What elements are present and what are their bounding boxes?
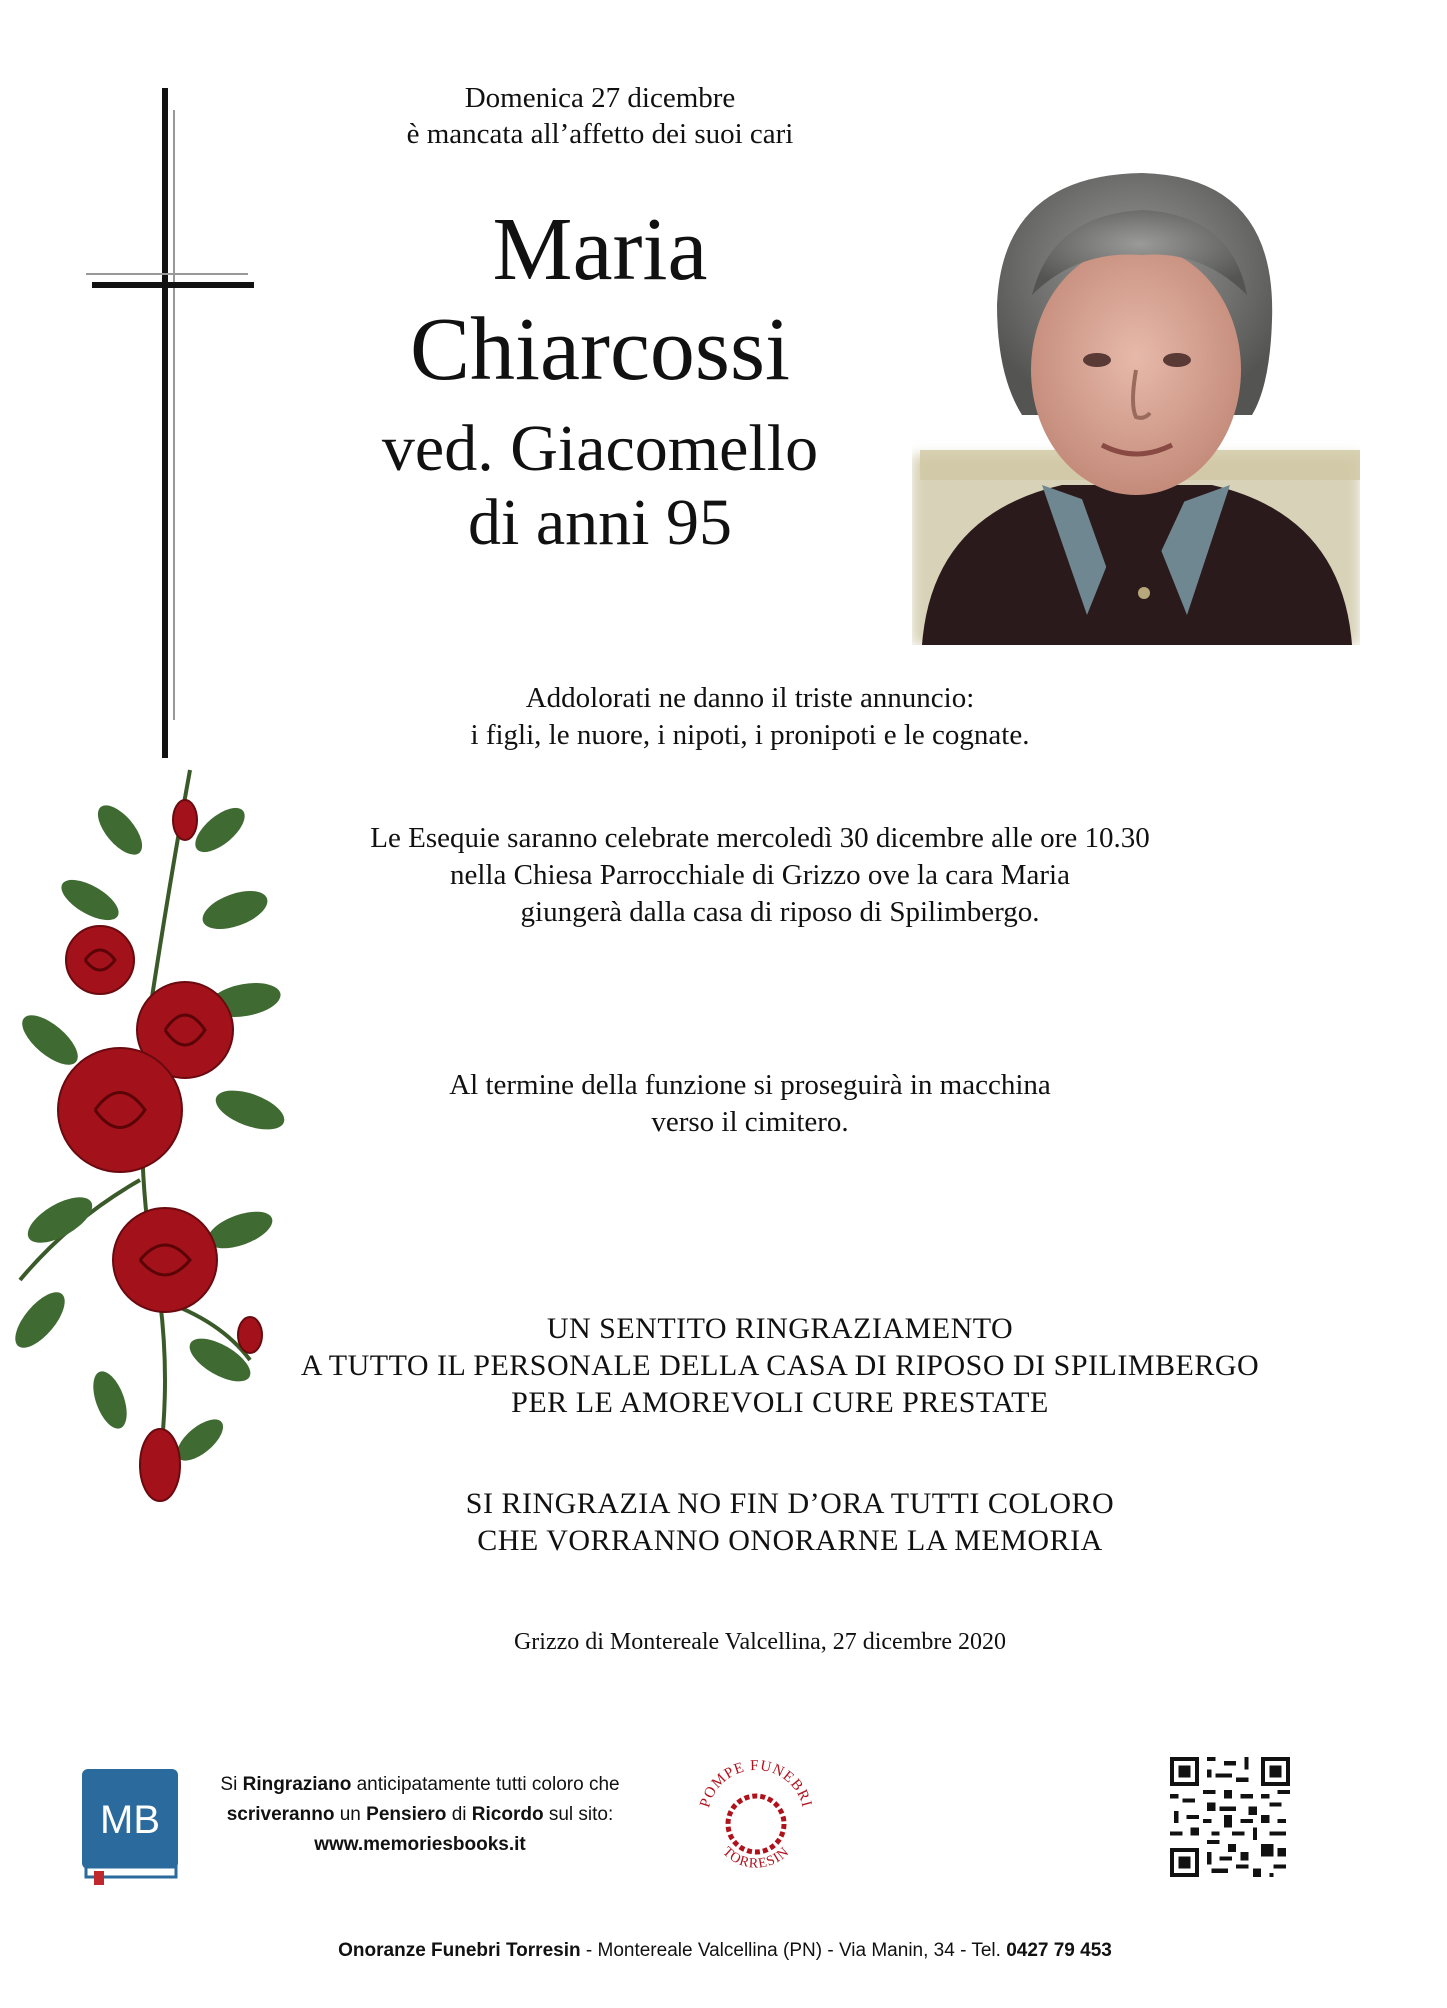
deceased-name [260, 200, 940, 400]
mb-text-bold: Ringraziano [242, 1774, 352, 1795]
mb-line-1 [200, 1770, 640, 1800]
cross-shadow-vertical [173, 110, 175, 720]
memoriesbooks-logo [80, 1767, 180, 1885]
footer-contact [150, 1938, 1300, 1964]
announcement-line-2: i figli, le nuore, i nipoti, i pronipoti e le cognate. [470, 719, 1030, 751]
mb-text-part: un [334, 1804, 367, 1825]
portrait-photo [912, 155, 1360, 645]
cross-shadow-horizontal [86, 273, 248, 275]
funeral-line-1: Le Esequie saranno celebrate mercoledì 30 dicembre alle ore 10.30 [370, 822, 1150, 854]
mb-text-bold: scriveranno [226, 1804, 335, 1825]
pompe-funebri-logo [690, 1748, 820, 1888]
thanks-all-line-1: SI RINGRAZIA NO FIN D’ORA TUTTI COLORO [465, 1487, 1115, 1520]
logo-top-text: POMPE FUNEBRI [697, 1757, 815, 1810]
thanks-staff-line-3: PER LE AMOREVOLI CURE PRESTATE [511, 1386, 1049, 1419]
mb-text-part: Si [220, 1774, 243, 1795]
mb-line-3[interactable] [200, 1830, 640, 1860]
mb-line-2 [200, 1800, 640, 1830]
memoriesbooks-message [200, 1770, 640, 1860]
intro-line-1: Domenica 27 dicembre [464, 82, 736, 114]
age: di anni 95 [468, 486, 732, 559]
footer-phone[interactable]: 0427 79 453 [1006, 1940, 1112, 1961]
mb-logo-text: MB [100, 1798, 160, 1842]
place-date: Grizzo di Montereale Valcellina, 27 dicembre 2020 [513, 1629, 1007, 1655]
mb-text-bold: Ricordo [471, 1804, 544, 1825]
mb-text-bold: Pensiero [366, 1804, 447, 1825]
funeral-details [260, 820, 1260, 931]
cross-icon [162, 88, 168, 758]
thanks-all [340, 1485, 1240, 1559]
cemetery-line-1: Al termine della funzione si proseguirà in macchina [449, 1069, 1051, 1101]
announcement [300, 680, 1200, 754]
footer-address: - Montereale Valcellina (PN) - Via Manin, 34 - Tel. [580, 1940, 1007, 1961]
last-name: Chiarcossi [410, 300, 790, 399]
cemetery-line-2: verso il cimitero. [651, 1106, 849, 1138]
thanks-staff-line-1: UN SENTITO RINGRAZIAMENTO [546, 1312, 1014, 1345]
memoriesbooks-url-link[interactable]: www.memoriesbooks.it [314, 1834, 526, 1855]
mb-text-part: anticipatamente tutti coloro che [351, 1774, 620, 1795]
cross-beam [92, 282, 254, 288]
roses-decoration [0, 760, 300, 1520]
qr-code-icon[interactable] [1170, 1757, 1290, 1877]
intro-line-2: è mancata all’affetto dei suoi cari [406, 118, 794, 150]
first-name: Maria [492, 200, 708, 299]
svg-text:TORRESIN [719, 1844, 792, 1871]
thanks-all-line-2: CHE VORRANNO ONORARNE LA MEMORIA [477, 1524, 1103, 1557]
mb-text-part: di [446, 1804, 472, 1825]
funeral-line-2: nella Chiesa Parrocchiale di Grizzo ove la cara Maria [450, 859, 1070, 891]
svg-text:POMPE FUNEBRI [697, 1758, 814, 1810]
logo-bottom-text: TORRESIN [719, 1844, 793, 1872]
announcement-line-1: Addolorati ne danno il triste annuncio: [525, 682, 975, 714]
mb-text-part: sul sito: [543, 1804, 614, 1825]
footer-business-name: Onoranze Funebri Torresin [338, 1940, 581, 1961]
widow-of: ved. Giacomello [381, 412, 819, 485]
funeral-line-3: giungerà dalla casa di riposo di Spilimbergo. [520, 896, 1040, 928]
thanks-staff [240, 1310, 1320, 1421]
cemetery-note [300, 1067, 1200, 1141]
intro-text [280, 80, 920, 152]
thanks-staff-line-2: A TUTTO IL PERSONALE DELLA CASA DI RIPOSO DI SPILIMBERGO [300, 1349, 1260, 1382]
